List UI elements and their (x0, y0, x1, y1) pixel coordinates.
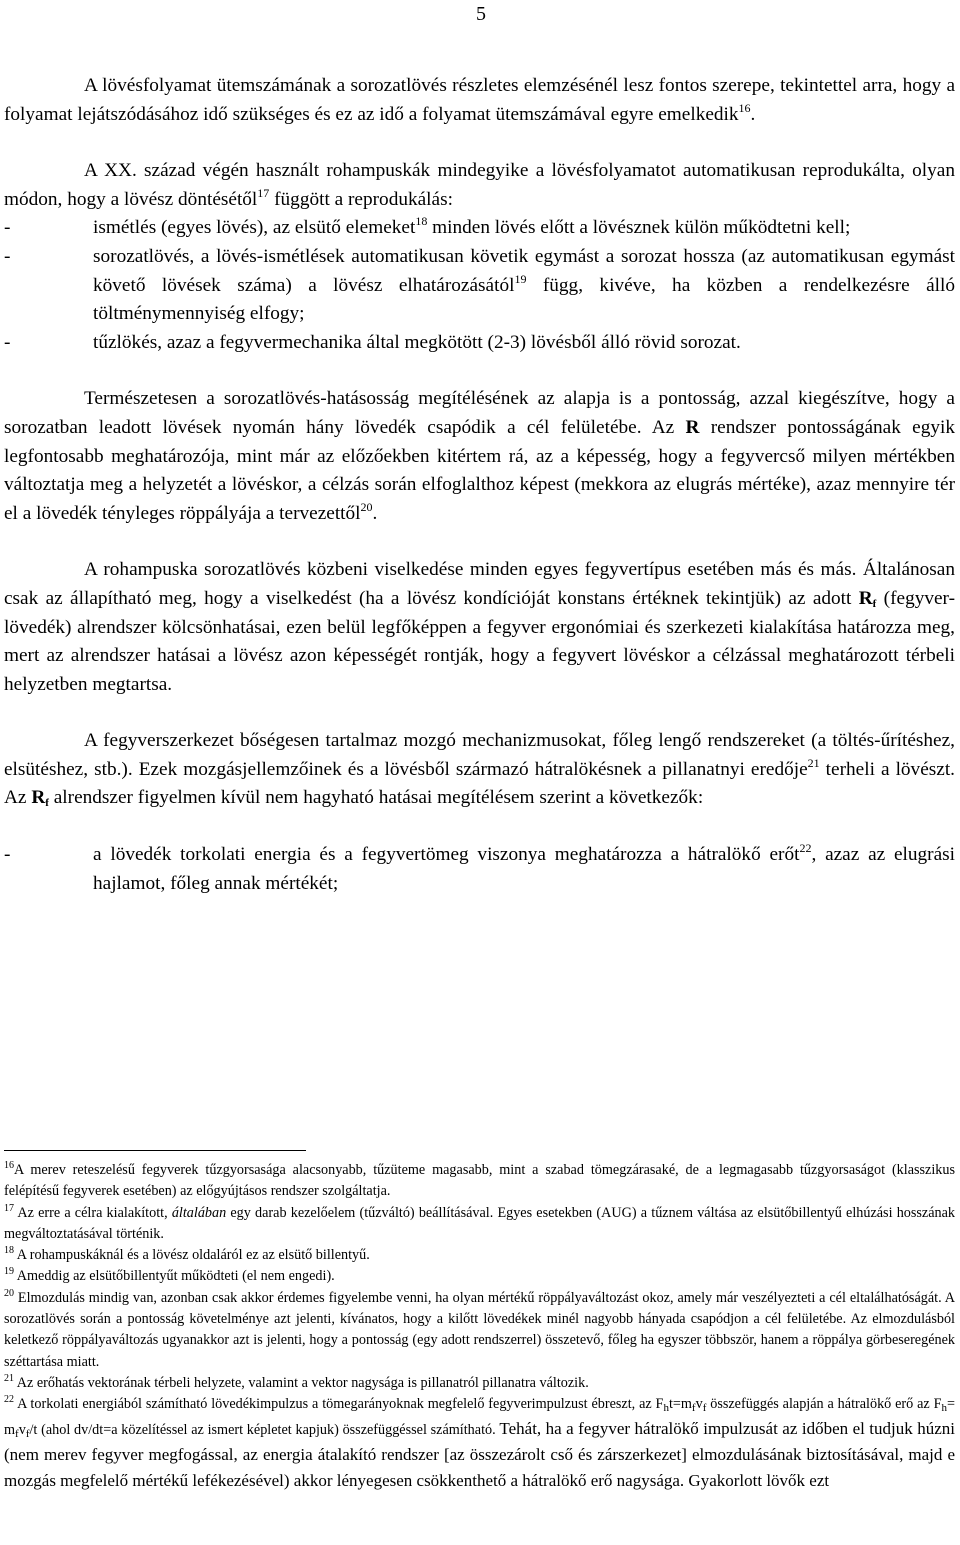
list-item: - a lövedék torkolati energia és a fegyvertömeg viszonya meghatározza a hátralökő erőt$^{22}$, azaz az elugrási hajlamot, főleg annak mértékét; (4, 841, 955, 894)
page-number: 5 (476, 3, 486, 25)
footnote-19: $^{19}$ Ameddig az elsütőbillentyűt működteti (el nem engedi). (4, 1266, 335, 1285)
paragraph-4: A rohampuska sorozatlövés közbeni viselkedése minden egyes fegyvertípus esetében más és más. Általánosan csak az állapítható meg, hogy a viselkedést (ha a lövész kondícióját konstans értéknek tekintjük) az adott $R_f$ (fegyver-lövedék) alrendszer kölcsönhatásai, ezen belül legfőképpen a fegyver ergonómiai és szerkezeti kialakítása határozza meg, mert az alrendszer hatásai a lövész azon képességét rontják, hogy a fegyvert lövéskor a célzással meghatározott térbeli helyzetben megtartsa. (4, 559, 956, 695)
footnote-ref-17[interactable]: 17 (257, 185, 270, 200)
footnote-ref-16[interactable]: 16 (738, 100, 751, 115)
list-item: - sorozatlövés, a lövés-ismétlések automatikusan követik egymást a sorozat hossza (az automatikusan egymást követő lövések száma) a lövész elhatározásától$^{19}$ függ, kivéve, ha közben a rendelkezésre álló töltménymennyiség elfogy; (4, 245, 955, 325)
footnote-16: $^{16}$A merev reteszelésű fegyverek tűzgyorsasága alacsonyabb, tűzüteme magasabb, mint a szabad tömegzárasaké, de a legmagasabb tűzgyorsaságot (klasszikus felépítésű fegyverek esetében) az előgyújtásos rendszer szolgáltatja. (4, 1160, 955, 1200)
footnote-ref-18[interactable]: 18 (415, 214, 428, 229)
paragraph-2: A XX. század végén használt rohampuskák mindegyike a lövésfolyamatot automatikusan reprodukálta, olyan módon, hogy a lövész döntésétől$^{17}$ függött a reprodukálás: (4, 160, 955, 210)
footnote-separator (4, 1150, 306, 1151)
footnote-ref-21[interactable]: 21 (807, 755, 820, 770)
footnote-18: $^{18}$ A rohampuskáknál és a lövész oldaláról ez az elsütő billentyű. (4, 1245, 370, 1264)
paragraph-3: Természetesen a sorozatlövés-hatásosság megítélésének az alapja is a pontosság, azzal kiegészítve, hogy a sorozatban leadott lövések nyomán hány lövedék csapódik a cél felületébe. Az R rendszer pontosságának egyik legfontosabb meghatározója, mint már az előzőekben kitértem rá, az a képesség, hogy a fegyvercső milyen mértékben változtatja meg a helyzetét a lövéskor, a célzás során elfoglalthoz képest (mekkora az elugrás mértéke), azaz mennyire tér el a lövedék tényleges röppályája a tervezettől$^{20}$. (4, 388, 955, 524)
paragraph-5: A fegyverszerkezet bőségesen tartalmaz mozgó mechanizmusokat, főleg lengő rendszereket (a töltés-űrítéshez, elsütéshez, stb.). Ezek mozgásjellemzőinek és a lövésből származó hátralökésnek a pillanatnyi eredője$^{21}$ terheli a lövészt. Az $R_f$ alrendszer figyelmen kívül nem hagyható hatásai megítélésem szerint a következők: (4, 730, 955, 810)
footnote-20: $^{20}$ Elmozdulás mindig van, azonban csak akkor érdemes figyelembe venni, ha olyan mértékű röppályaváltozást okoz, amely már veszélyezteti a cél eltalálhatóságát. A sorozatlövés során a pontosság követelménye azt jelenti, kívánatos, hogy a kilőtt lövedékek minél nagyobb hányada csapódjon a cél felületébe. Az elmozdulásból keletkező röppályaváltozás ugyanakkor azt is jelenti, hogy a pontosság (egy adott rendszerrel) összetevő, főleg ha egyszer többször, hanem a röppálya görbeseregének széttartása miatt. (4, 1287, 955, 1370)
list-item: - ismétlés (egyes lövés), az elsütő elemeket$^{18}$ minden lövés előtt a lövésznek külön működtetni kell; (4, 214, 851, 239)
footnotes (4, 1160, 955, 1494)
paragraph-1: A lövésfolyamat ütemszámának a sorozatlövés részletes elemzésénél lesz fontos szerepe, tekintettel arra, hogy a folyamat lejátszódásához idő szükséges és ez az idő a folyamat ütemszámával egyre emelkedik$^{16}$. (4, 75, 955, 125)
footnote-21: $^{21}$ Az erőhatás vektorának térbeli helyzete, valamint a vektor nagysága is pillanatról pillanatra változik. (4, 1372, 589, 1391)
list-item: - tűzlökés, azaz a fegyvermechanika által megkötött (2-3) lövésből álló rövid sorozat. (4, 331, 741, 353)
footnote-22: $^{22}$ A torkolati energiából számítható lövedékimpulzus a tömegarányoknak megfelelő fegyverimpulzust ébreszt, az $F_ht=m_fv_f$ összefüggés alapján a hátralökő erő az $F_h= m_fv_f/t$ (ahol dv/dt=a közelítéssel az ismert képletet kapjuk) összefüggéssel számítható. Tehát, ha a fegyver hátralökő impulzusát az időben el tudjuk húzni (nem merev fegyver megfogással, az energia átalakító rendszer [az összezárolt cső és zárszerkezet] elmozdulásának biztosításával, majd e mozgás megfelelő mértékű lefékezésével) akkor lényegesen csökkenthető a hátralökő erő nagysága. Gyakorlott lövők ezt (4, 1394, 956, 1490)
footnote-ref-22[interactable]: 22 (799, 841, 812, 856)
main-text (4, 72, 955, 898)
footnote-17: $^{17}$ Az erre a célra kialakított, általában egy darab kezelőelem (tűzváltó) beállításával. Egyes esetekben (AUG) a tűznem váltása az elsütőbillentyű elhúzási hosszának megváltoztatásával történik. (4, 1202, 956, 1242)
footnote-ref-20[interactable]: 20 (360, 499, 373, 514)
footnote-ref-19[interactable]: 19 (514, 271, 527, 286)
